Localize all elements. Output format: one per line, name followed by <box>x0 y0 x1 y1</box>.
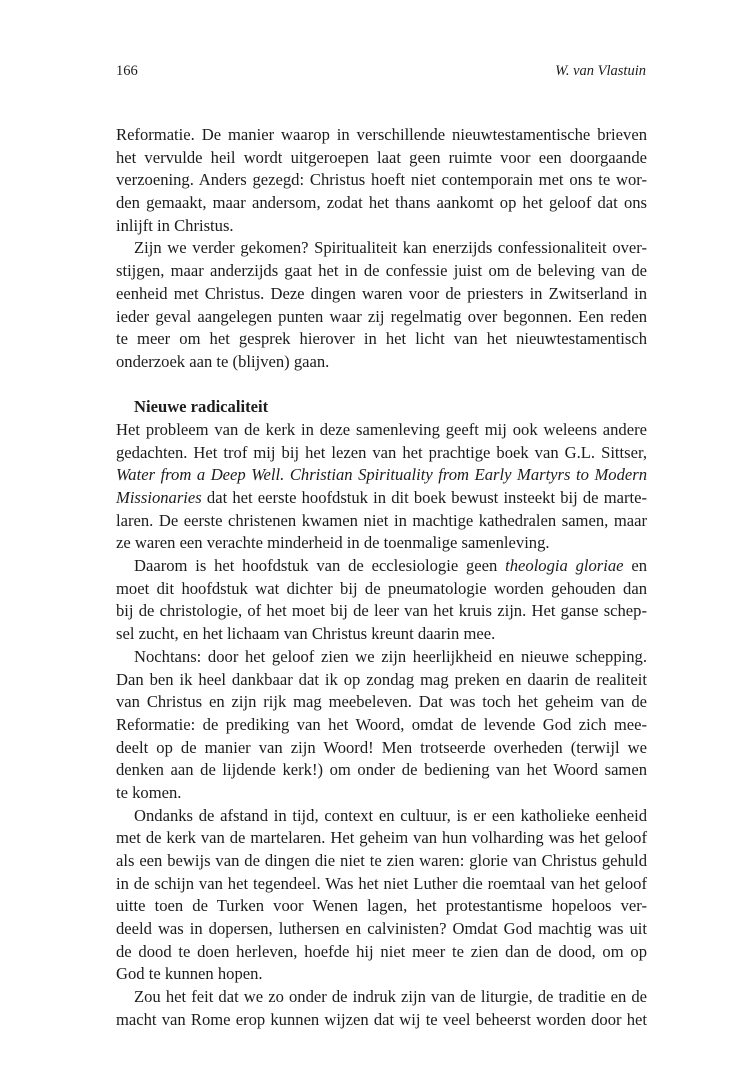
text-fragment: en <box>623 556 648 576</box>
paragraph-6 <box>116 805 647 987</box>
text-line: Het probleem van de kerk in deze samenleving geeft mij ook weleens andere <box>116 419 647 439</box>
page-number: 166 <box>116 63 138 79</box>
latin-term: theologia gloriae <box>505 556 624 576</box>
paragraph-5 <box>116 646 647 805</box>
text-line: Ondanks de afstand in tijd, context en cultuur, is er een katholieke eenheid <box>134 805 647 825</box>
paragraph-3 <box>116 419 647 555</box>
text-line: eenheid met Christus. Deze dingen waren voor de priesters in Zwitserland in <box>116 283 647 303</box>
text-line: Reformatie: de prediking van het Woord, omdat de levende God zich mee- <box>116 714 647 734</box>
text-line: inlijft in Christus. <box>116 215 234 235</box>
paragraph-4 <box>116 555 647 646</box>
text-line: deelt op de manier van zijn Woord! Men trotseerde overheden (terwijl we <box>116 737 647 757</box>
book-title: Water from a Deep Well. Christian Spirituality from Early Martyrs to Modern <box>116 465 647 485</box>
text-line: laren. De eerste christenen kwamen niet in machtige kathedralen samen, maar <box>116 510 647 530</box>
text-line: God te kunnen hopen. <box>116 964 263 984</box>
text-line: stijgen, maar anderzijds gaat het in de confessie juist om de beleving van de <box>116 261 647 281</box>
text-line: ze waren een verachte minderheid in de toenmalige samenleving. <box>116 533 550 553</box>
section-heading: Nieuwe radicaliteit <box>134 397 269 417</box>
running-head-author: W. van Vlastuin <box>555 63 646 79</box>
text-line: uitte toen de Turken voor Wenen lagen, het protestantisme hopeloos ver- <box>116 896 647 916</box>
text-line <box>116 555 647 578</box>
text-line: Reformatie. De manier waarop in verschillende nieuwtestamentische brieven <box>116 125 647 144</box>
text-line: Zou het feit dat we zo onder de indruk zijn van de liturgie, de traditie en de <box>134 987 647 1007</box>
text-line: den gemaakt, maar andersom, zodat het thans aankomt op het geloof dat ons <box>116 193 647 213</box>
text-line: Zijn we verder gekomen? Spiritualiteit kan enerzijds confessionaliteit over- <box>134 238 647 258</box>
paragraph-7 <box>116 986 647 1031</box>
text-line: onderzoek aan te (blijven) gaan. <box>116 351 330 371</box>
book-title: Missionaries <box>116 488 202 507</box>
text-line: Nochtans: door het geloof zien we zijn heerlijkheid en nieuwe schepping. <box>134 646 647 666</box>
body-text <box>116 124 647 1032</box>
text-line <box>116 487 647 510</box>
text-line <box>116 464 647 487</box>
text-line: met de kerk van de martelaren. Het geheim van hun volharding was het geloof <box>116 828 647 848</box>
paragraph-2 <box>116 237 647 373</box>
text-line: ieder geval aangelegen punten waar zij regelmatig over begonnen. Een reden <box>116 306 647 326</box>
paragraph-1 <box>116 124 647 237</box>
text-line: denken aan de lijdende kerk!) om onder de bediening van het Woord samen <box>116 760 647 780</box>
text-line: te meer om het gesprek hierover in het licht van het nieuwtestamentisch <box>116 329 647 349</box>
text-line: verzoening. Anders gezegd: Christus hoeft niet contemporain met ons te wor- <box>116 170 647 190</box>
page-header <box>116 61 646 81</box>
text-line: in de schijn van het tegendeel. Was het niet Luther die roemtaal van het geloof <box>116 873 647 893</box>
section-gap <box>116 374 647 397</box>
text-line: bij de christologie, of het moet bij de leer van het kruis zijn. Het ganse schep- <box>116 601 647 621</box>
text-line: als een bewijs van de dingen die niet te zien waren: glorie van Christus gehuld <box>116 851 647 870</box>
text-line: moet dit hoofdstuk wat dichter bij de pneumatologie worden gehouden dan <box>116 578 647 598</box>
text-line: de dood te doen herleven, hoefde hij niet meer te zien dan de dood, om op <box>116 941 647 961</box>
text-line: het vervulde heil wordt uitgeroepen laat geen ruimte voor een doorgaande <box>116 147 647 167</box>
text-line: Dan ben ik heel dankbaar dat ik op zondag mag preken en daarin de realiteit <box>116 669 647 689</box>
text-line: deeld was in dopersen, luthersen en calvinisten? Omdat God machtig was uit <box>116 919 647 939</box>
text-fragment: Daarom is het hoofdstuk van de ecclesiologie geen <box>134 556 506 576</box>
text-line: gedachten. Het trof mij bij het lezen van het prachtige boek van G.L. Sittser, <box>116 442 647 462</box>
text-line: te komen. <box>116 782 182 802</box>
text-line: van Christus en zijn rijk mag meebeleven. Dat was toch het geheim van de <box>116 692 647 712</box>
text-line: macht van Rome erop kunnen wijzen dat wij te veel beheerst worden door het <box>116 1009 647 1029</box>
text-line: sel zucht, en het lichaam van Christus kreunt daarin mee. <box>116 624 496 644</box>
text-fragment: dat het eerste hoofdstuk in dit boek bewust insteekt bij de marte- <box>201 488 647 507</box>
